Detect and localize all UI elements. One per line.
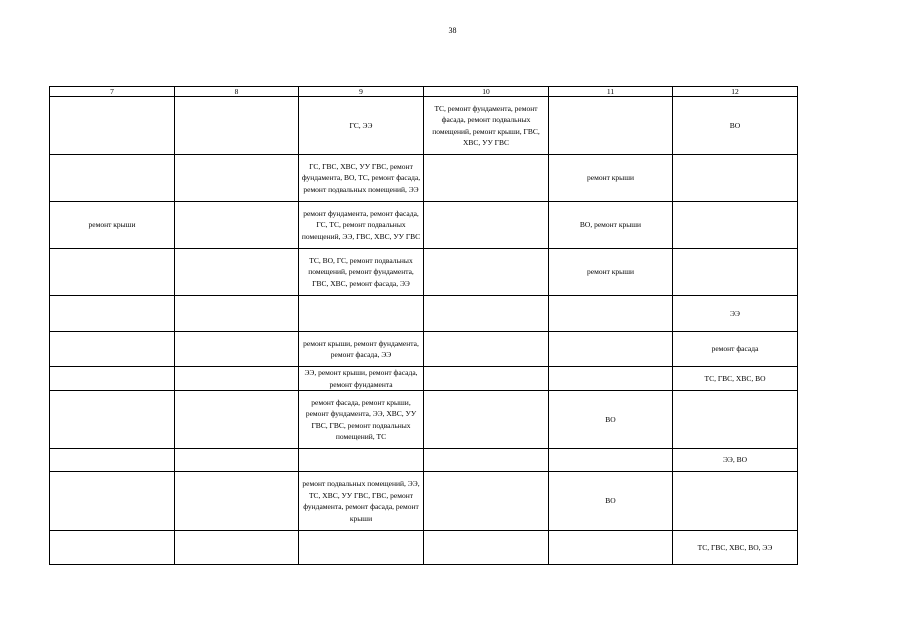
table-cell [549, 531, 673, 565]
table-cell: ТС, ВО, ГС, ремонт подвальных помещений, ремонт фундамента, ГВС, ХВС, ремонт фасада, ЭЭ [299, 249, 424, 296]
page-number: 38 [448, 26, 457, 35]
table-cell: ремонт фасада [673, 332, 798, 367]
table-cell: ремонт фасада, ремонт крыши, ремонт фундамента, ЭЭ, ХВС, УУ ГВС, ГВС, ремонт подвальных помещений, ТС [299, 391, 424, 449]
column-header-11: 11 [549, 87, 673, 97]
table-cell [424, 296, 549, 332]
column-header-12: 12 [673, 87, 798, 97]
table-row [50, 391, 798, 449]
table-cell: ВО, ремонт крыши [549, 202, 673, 249]
table-cell [549, 449, 673, 472]
table-cell [424, 531, 549, 565]
table-cell: ЭЭ, ВО [673, 449, 798, 472]
table-row [50, 296, 798, 332]
table-cell [549, 97, 673, 155]
table-row [50, 97, 798, 155]
table-cell [175, 97, 299, 155]
table-cell [175, 472, 299, 531]
table-cell [673, 472, 798, 531]
table-cell [299, 449, 424, 472]
table-cell [175, 249, 299, 296]
table-cell: ремонт крыши, ремонт фундамента, ремонт фасада, ЭЭ [299, 332, 424, 367]
table-cell: ремонт фундамента, ремонт фасада, ГС, ТС, ремонт подвальных помещений, ЭЭ, ГВС, ХВС, УУ ГВС [299, 202, 424, 249]
table-row [50, 449, 798, 472]
table-cell [50, 249, 175, 296]
table-cell [50, 332, 175, 367]
table-cell [299, 531, 424, 565]
table-cell [175, 155, 299, 202]
table-cell: ВО [549, 472, 673, 531]
column-header-9: 9 [299, 87, 424, 97]
table-cell [50, 155, 175, 202]
table-cell [50, 472, 175, 531]
table-header-row [50, 87, 798, 97]
column-header-7: 7 [50, 87, 175, 97]
table-cell [424, 391, 549, 449]
table-cell: ремонт крыши [549, 155, 673, 202]
table-cell [175, 531, 299, 565]
table-row [50, 332, 798, 367]
table-cell: ЭЭ, ремонт крыши, ремонт фасада, ремонт фундамента [299, 367, 424, 391]
table-cell [175, 296, 299, 332]
table-cell: ремонт крыши [549, 249, 673, 296]
table-row [50, 367, 798, 391]
column-header-10: 10 [424, 87, 549, 97]
table-cell [175, 367, 299, 391]
table-cell [50, 449, 175, 472]
table-cell [50, 296, 175, 332]
table-cell: ЭЭ [673, 296, 798, 332]
table-cell [424, 202, 549, 249]
table-cell [424, 449, 549, 472]
table-cell [299, 296, 424, 332]
table-cell [50, 97, 175, 155]
table-cell: ремонт крыши [50, 202, 175, 249]
table-cell: ТС, ГВС, ХВС, ВО [673, 367, 798, 391]
table-cell [549, 367, 673, 391]
table-cell [175, 391, 299, 449]
table-cell [50, 391, 175, 449]
table-cell: ВО [673, 97, 798, 155]
table-cell: ГС, ЭЭ [299, 97, 424, 155]
table-cell [424, 155, 549, 202]
table-row [50, 155, 798, 202]
table-row [50, 531, 798, 565]
table-cell [549, 296, 673, 332]
table-cell: ГС, ГВС, ХВС, УУ ГВС, ремонт фундамента, ВО, ТС, ремонт фасада, ремонт подвальных помещений, ЭЭ [299, 155, 424, 202]
table-cell [424, 472, 549, 531]
table-cell [50, 367, 175, 391]
column-header-8: 8 [175, 87, 299, 97]
data-table [49, 86, 798, 565]
table-cell: ТС, ремонт фундамента, ремонт фасада, ремонт подвальных помещений, ремонт крыши, ГВС, ХВС, УУ ГВС [424, 97, 549, 155]
table-row [50, 472, 798, 531]
table-cell [175, 332, 299, 367]
table-row [50, 202, 798, 249]
table-cell [673, 249, 798, 296]
table-cell [175, 202, 299, 249]
table-cell [424, 249, 549, 296]
table-cell [50, 531, 175, 565]
table-cell [424, 332, 549, 367]
table-cell [673, 391, 798, 449]
table-cell: ТС, ГВС, ХВС, ВО, ЭЭ [673, 531, 798, 565]
table-cell [424, 367, 549, 391]
table-cell [175, 449, 299, 472]
table-cell [673, 202, 798, 249]
table-cell [673, 155, 798, 202]
table-cell [549, 332, 673, 367]
table-cell: ремонт подвальных помещений, ЭЭ, ТС, ХВС, УУ ГВС, ГВС, ремонт фундамента, ремонт фасада, ремонт крыши [299, 472, 424, 531]
table-row [50, 249, 798, 296]
table-cell: ВО [549, 391, 673, 449]
